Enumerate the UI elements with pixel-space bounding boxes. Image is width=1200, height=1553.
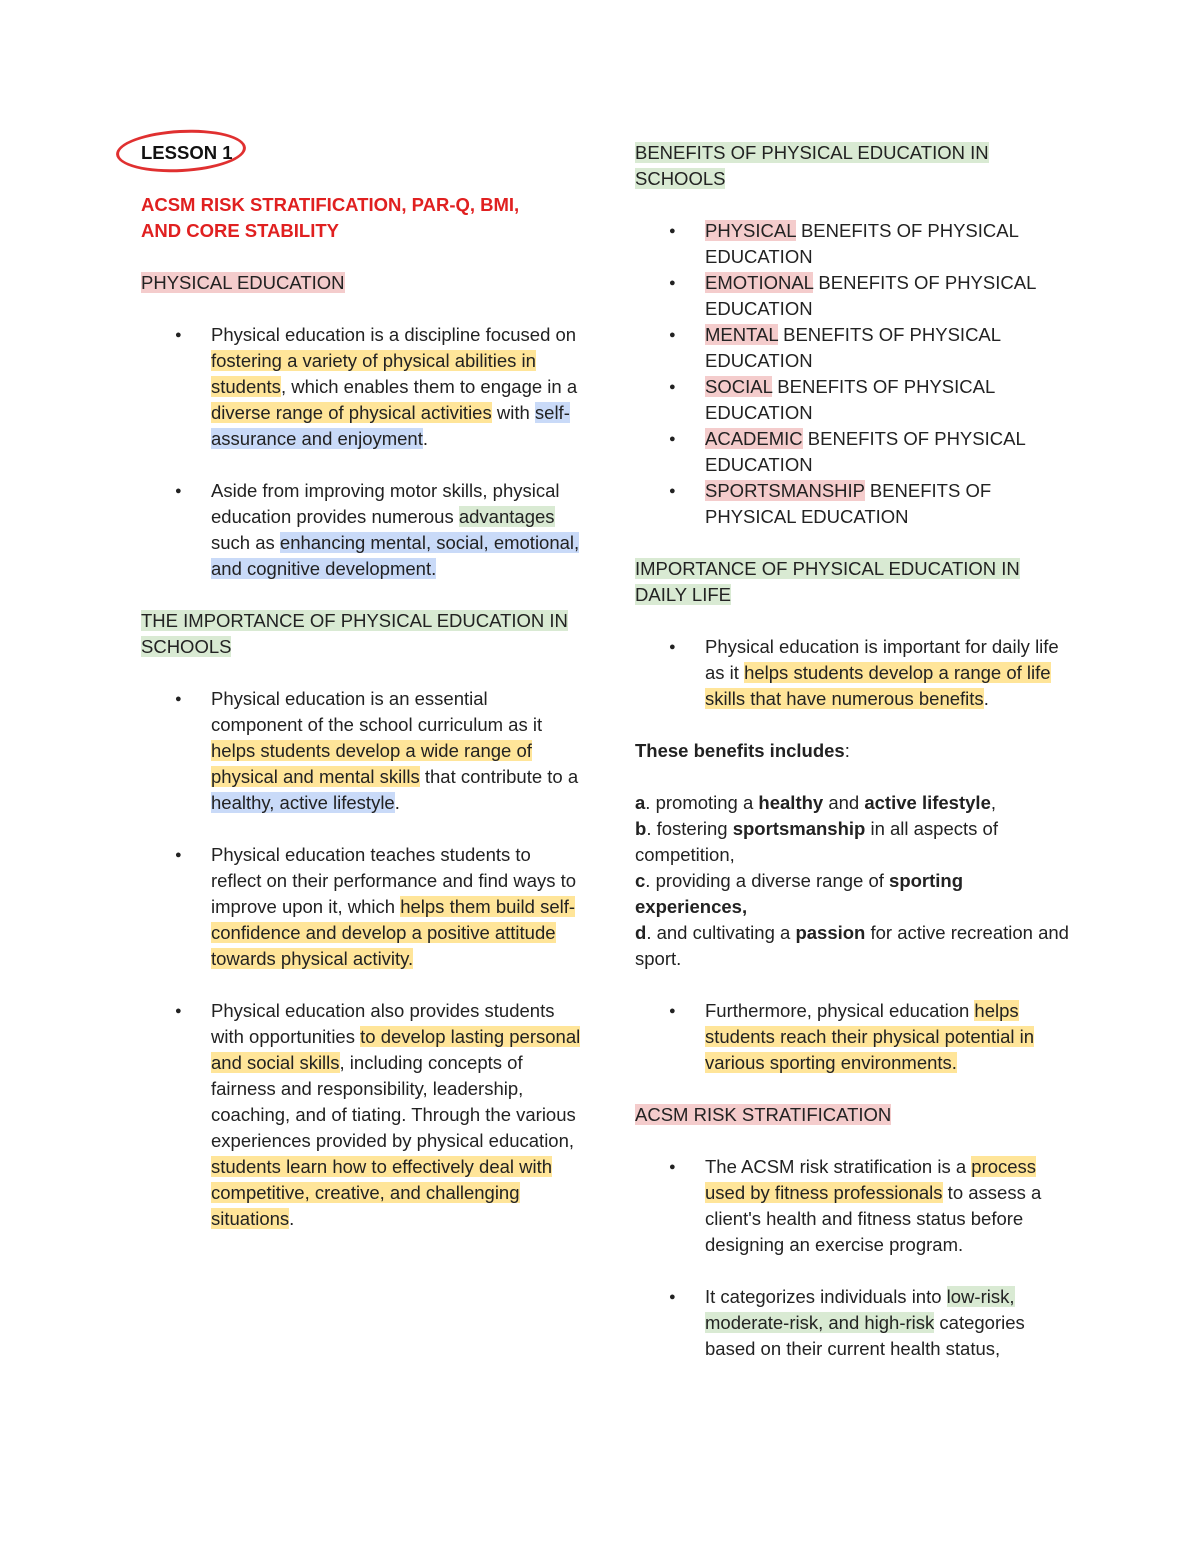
section-heading-importance-in-schools: THE IMPORTANCE OF PHYSICAL EDUCATION IN SCHOOLS xyxy=(141,610,568,657)
section-heading-daily-life: IMPORTANCE OF PHYSICAL EDUCATION IN DAILY LIFE xyxy=(635,558,1020,605)
list-item: ● Physical education is a discipline focused on fostering a variety of physical abilities in students, which enables them to engage in a diverse range of physical activities with self-assurance and enjoyment. xyxy=(141,322,581,452)
list-item: ● It categorizes individuals into low-risk, moderate-risk, and high-risk categories based on their current health status, xyxy=(635,1284,1075,1362)
document-title xyxy=(141,192,581,244)
list-item: ● SPORTSMANSHIP BENEFITS OF PHYSICAL EDUCATION xyxy=(635,478,1075,530)
physical-education-list xyxy=(141,322,581,582)
document-title-line2: AND CORE STABILITY xyxy=(141,220,340,241)
list-item: ● PHYSICAL BENEFITS OF PHYSICAL EDUCATION xyxy=(635,218,1075,270)
list-item: ● Physical education is important for daily life as it helps students develop a range of life skills that have numerous benefits. xyxy=(635,634,1075,712)
lettered-item-d: d. and cultivating a passion for active recreation and sport. xyxy=(635,922,1069,969)
lesson-badge xyxy=(141,140,233,166)
lettered-item-b: b. fostering sportsmanship in all aspects of competition, xyxy=(635,818,998,865)
list-item: ● SOCIAL BENEFITS OF PHYSICAL EDUCATION xyxy=(635,374,1075,426)
acsm-list xyxy=(635,1154,1075,1362)
right-column xyxy=(635,140,1075,1362)
list-item: ● MENTAL BENEFITS OF PHYSICAL EDUCATION xyxy=(635,322,1075,374)
list-item: ● Physical education is an essential component of the school curriculum as it helps students develop a wide range of physical and mental skills that contribute to a healthy, active lifestyle. xyxy=(141,686,581,816)
lettered-item-a: a. promoting a healthy and active lifestyle, xyxy=(635,792,996,813)
list-item: ● Aside from improving motor skills, physical education provides numerous advantages such as enhancing mental, social, emotional, and cognitive development. xyxy=(141,478,581,582)
list-item: ● EMOTIONAL BENEFITS OF PHYSICAL EDUCATION xyxy=(635,270,1075,322)
list-item: ● Physical education also provides students with opportunities to develop lasting personal and social skills, including concepts of fairness and responsibility, leadership, coaching, and of tiating. Through the various experiences provided by physical education, students learn how to effectively deal with competitive, creative, and challenging situations. xyxy=(141,998,581,1232)
benefits-includes-label: These benefits includes: xyxy=(635,740,850,761)
lettered-item-c: c. providing a diverse range of sporting experiences, xyxy=(635,870,964,917)
section-heading-benefits: BENEFITS OF PHYSICAL EDUCATION IN SCHOOLS xyxy=(635,142,989,189)
list-item: ● ACADEMIC BENEFITS OF PHYSICAL EDUCATION xyxy=(635,426,1075,478)
list-item: ● The ACSM risk stratification is a process used by fitness professionals to assess a client's health and fitness status before designing an exercise program. xyxy=(635,1154,1075,1258)
list-item: ● Physical education teaches students to reflect on their performance and find ways to improve upon it, which helps them build self-confidence and develop a positive attitude towards physical activity. xyxy=(141,842,581,972)
section-heading-acsm: ACSM RISK STRATIFICATION xyxy=(635,1104,892,1125)
document-title-line1: ACSM RISK STRATIFICATION, PAR-Q, BMI, xyxy=(141,194,520,215)
importance-list xyxy=(141,686,581,1232)
benefits-list xyxy=(635,218,1075,530)
furthermore-list xyxy=(635,998,1075,1076)
lesson-label-line xyxy=(141,140,581,166)
list-item: ● Furthermore, physical education helps students reach their physical potential in various sporting environments. xyxy=(635,998,1075,1076)
section-heading-physical-education: PHYSICAL EDUCATION xyxy=(141,272,345,293)
daily-life-list xyxy=(635,634,1075,712)
left-column xyxy=(141,140,581,1232)
lesson-label: LESSON 1 xyxy=(141,142,233,163)
